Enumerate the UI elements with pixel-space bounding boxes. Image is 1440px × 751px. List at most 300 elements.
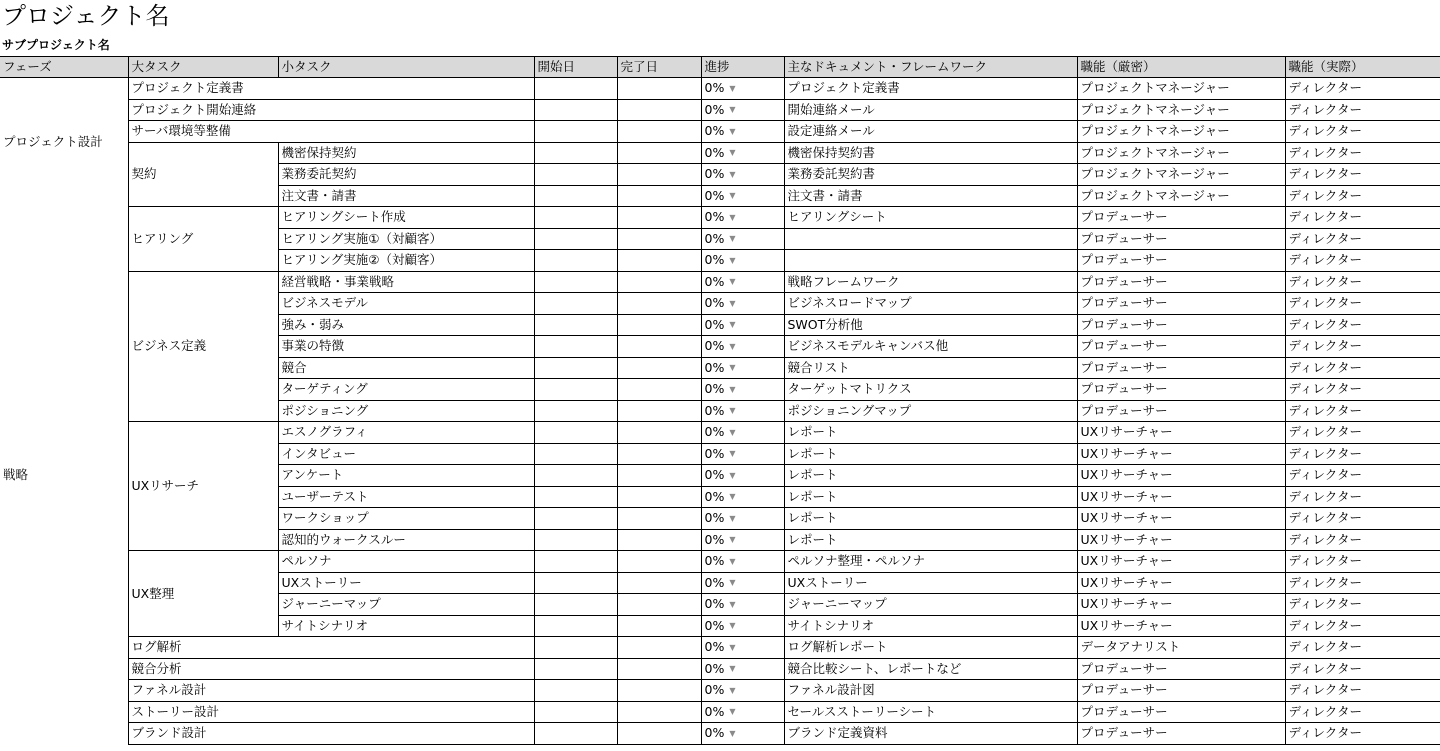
document-cell[interactable]: レポート <box>784 422 1077 444</box>
dropdown-arrow-icon[interactable]: ▼ <box>729 556 736 566</box>
dropdown-arrow-icon[interactable]: ▼ <box>729 234 736 243</box>
progress-cell[interactable] <box>701 228 784 250</box>
dropdown-arrow-icon[interactable]: ▼ <box>729 621 736 630</box>
role-strict-cell[interactable]: プロジェクトマネージャー <box>1077 121 1285 143</box>
minor-task-cell[interactable]: ヒアリング実施①（対顧客） <box>278 228 534 250</box>
role-strict-cell[interactable]: プロデューサー <box>1077 400 1285 422</box>
header-minor-task[interactable]: 小タスク <box>278 57 534 78</box>
document-cell[interactable]: ファネル設計図 <box>784 680 1077 702</box>
progress-value: 0% <box>704 660 725 676</box>
minor-task-cell[interactable]: 業務委託契約 <box>278 164 534 186</box>
document-cell[interactable]: 設定連絡メール <box>784 121 1077 143</box>
dropdown-arrow-icon[interactable]: ▼ <box>729 513 736 523</box>
document-cell[interactable]: ブランド定義資料 <box>784 723 1077 745</box>
progress-value: 0% <box>704 166 725 181</box>
role-actual-cell[interactable]: ディレクター <box>1285 164 1440 186</box>
progress-value: 0% <box>704 230 725 246</box>
role-actual-cell[interactable]: ディレクター <box>1285 551 1440 573</box>
minor-task-cell[interactable]: ペルソナ <box>278 551 534 573</box>
end-date-cell[interactable] <box>617 594 701 616</box>
start-date-cell[interactable] <box>534 572 617 594</box>
progress-cell[interactable] <box>701 723 784 745</box>
start-date-cell[interactable] <box>534 293 617 315</box>
minor-task-cell[interactable]: ワークショップ <box>278 508 534 530</box>
role-actual-cell[interactable]: ディレクター <box>1285 594 1440 616</box>
role-strict-cell[interactable]: プロデューサー <box>1077 336 1285 358</box>
role-strict-cell[interactable]: プロデューサー <box>1077 658 1285 680</box>
progress-cell[interactable] <box>701 357 784 379</box>
document-cell[interactable]: ペルソナ整理・ペルソナ <box>784 551 1077 573</box>
document-cell[interactable]: ターゲットマトリクス <box>784 379 1077 401</box>
role-strict-cell[interactable]: プロデューサー <box>1077 250 1285 272</box>
start-date-cell[interactable] <box>534 637 617 659</box>
document-cell[interactable] <box>784 228 1077 250</box>
header-major-task[interactable]: 大タスク <box>128 57 278 78</box>
role-strict-cell[interactable]: プロデューサー <box>1077 701 1285 723</box>
minor-task-cell[interactable]: ターゲティング <box>278 379 534 401</box>
start-date-cell[interactable] <box>534 250 617 272</box>
document-cell[interactable]: レポート <box>784 465 1077 487</box>
start-date-cell[interactable] <box>534 508 617 530</box>
role-strict-cell[interactable]: プロジェクトマネージャー <box>1077 185 1285 207</box>
end-date-cell[interactable] <box>617 723 701 745</box>
minor-task-cell[interactable]: 強み・弱み <box>278 314 534 336</box>
header-progress[interactable]: 進捗 <box>701 57 784 78</box>
role-actual-cell[interactable]: ディレクター <box>1285 572 1440 594</box>
progress-cell[interactable] <box>701 142 784 164</box>
document-cell[interactable]: 戦略フレームワーク <box>784 271 1077 293</box>
table-row <box>0 701 1440 723</box>
role-actual-cell[interactable]: ディレクター <box>1285 465 1440 487</box>
document-cell[interactable]: ポジショニングマップ <box>784 400 1077 422</box>
progress-cell[interactable] <box>701 551 784 573</box>
dropdown-arrow-icon[interactable]: ▼ <box>729 83 736 93</box>
start-date-cell[interactable] <box>534 336 617 358</box>
document-cell[interactable]: レポート <box>784 486 1077 508</box>
start-date-cell[interactable] <box>534 615 617 637</box>
dropdown-arrow-icon[interactable]: ▼ <box>729 535 736 544</box>
progress-value: 0% <box>704 488 725 504</box>
table-row <box>0 142 1440 164</box>
major-task-cell[interactable]: プロジェクト開始連絡 <box>128 99 534 121</box>
document-cell[interactable]: セールスストーリーシート <box>784 701 1077 723</box>
start-date-cell[interactable] <box>534 529 617 551</box>
progress-cell[interactable] <box>701 637 784 659</box>
role-strict-cell[interactable]: プロジェクトマネージャー <box>1077 142 1285 164</box>
header-start-date[interactable]: 開始日 <box>534 57 617 78</box>
role-actual-cell[interactable]: ディレクター <box>1285 357 1440 379</box>
start-date-cell[interactable] <box>534 443 617 465</box>
end-date-cell[interactable] <box>617 701 701 723</box>
end-date-cell[interactable] <box>617 658 701 680</box>
header-role-actual[interactable]: 職能（実際） <box>1285 57 1440 78</box>
progress-cell[interactable] <box>701 121 784 143</box>
header-phase[interactable]: フェーズ <box>0 57 128 78</box>
end-date-cell[interactable] <box>617 615 701 637</box>
start-date-cell[interactable] <box>534 164 617 186</box>
start-date-cell[interactable] <box>534 701 617 723</box>
table-row <box>0 78 1440 100</box>
role-strict-cell[interactable]: プロデューサー <box>1077 680 1285 702</box>
table-row <box>0 637 1440 659</box>
end-date-cell[interactable] <box>617 207 701 229</box>
role-strict-cell[interactable]: プロデューサー <box>1077 228 1285 250</box>
progress-cell[interactable] <box>701 293 784 315</box>
role-strict-cell[interactable]: UXリサーチャー <box>1077 594 1285 616</box>
document-cell[interactable]: UXストーリー <box>784 572 1077 594</box>
progress-value: 0% <box>704 402 725 418</box>
role-actual-cell[interactable]: ディレクター <box>1285 207 1440 229</box>
progress-cell[interactable] <box>701 99 784 121</box>
progress-value: 0% <box>704 316 725 332</box>
role-actual-cell[interactable]: ディレクター <box>1285 336 1440 358</box>
progress-cell[interactable] <box>701 680 784 702</box>
start-date-cell[interactable] <box>534 422 617 444</box>
role-actual-cell[interactable]: ディレクター <box>1285 680 1440 702</box>
progress-value: 0% <box>704 273 725 289</box>
document-cell[interactable]: 開始連絡メール <box>784 99 1077 121</box>
role-actual-cell[interactable]: ディレクター <box>1285 443 1440 465</box>
progress-cell[interactable] <box>701 658 784 680</box>
progress-value: 0% <box>704 531 725 547</box>
role-strict-cell[interactable]: UXリサーチャー <box>1077 443 1285 465</box>
document-cell[interactable]: ジャーニーマップ <box>784 594 1077 616</box>
table-row <box>0 207 1440 229</box>
document-cell[interactable]: ビジネスロードマップ <box>784 293 1077 315</box>
end-date-cell[interactable] <box>617 357 701 379</box>
role-strict-cell[interactable]: UXリサーチャー <box>1077 422 1285 444</box>
dropdown-arrow-icon[interactable]: ▼ <box>729 707 736 716</box>
dropdown-arrow-icon[interactable]: ▼ <box>729 169 736 179</box>
role-strict-cell[interactable]: UXリサーチャー <box>1077 508 1285 530</box>
major-task-cell[interactable]: UXリサーチ <box>128 422 278 551</box>
header-end-date[interactable]: 完了日 <box>617 57 701 78</box>
minor-task-cell[interactable]: UXストーリー <box>278 572 534 594</box>
role-strict-cell[interactable]: UXリサーチャー <box>1077 572 1285 594</box>
role-actual-cell[interactable]: ディレクター <box>1285 400 1440 422</box>
minor-task-cell[interactable]: 注文書・請書 <box>278 185 534 207</box>
start-date-cell[interactable] <box>534 357 617 379</box>
end-date-cell[interactable] <box>617 551 701 573</box>
major-task-cell[interactable]: ファネル設計 <box>128 680 534 702</box>
table-row <box>0 680 1440 702</box>
end-date-cell[interactable] <box>617 271 701 293</box>
document-cell[interactable]: 機密保持契約書 <box>784 142 1077 164</box>
progress-value: 0% <box>704 639 725 654</box>
progress-cell[interactable] <box>701 336 784 358</box>
role-strict-cell[interactable]: プロジェクトマネージャー <box>1077 99 1285 121</box>
end-date-cell[interactable] <box>617 164 701 186</box>
dropdown-arrow-icon[interactable]: ▼ <box>729 406 736 415</box>
dropdown-arrow-icon[interactable]: ▼ <box>729 470 736 480</box>
project-title[interactable]: プロジェクト名 <box>2 2 170 30</box>
progress-value: 0% <box>704 187 725 203</box>
start-date-cell[interactable] <box>534 271 617 293</box>
major-task-cell[interactable]: ビジネス定義 <box>128 271 278 422</box>
dropdown-arrow-icon[interactable]: ▼ <box>729 578 736 587</box>
start-date-cell[interactable] <box>534 314 617 336</box>
minor-task-cell[interactable]: 経営戦略・事業戦略 <box>278 271 534 293</box>
minor-task-cell[interactable]: 事業の特徴 <box>278 336 534 358</box>
role-actual-cell[interactable]: ディレクター <box>1285 185 1440 207</box>
start-date-cell[interactable] <box>534 594 617 616</box>
dropdown-arrow-icon[interactable]: ▼ <box>729 298 736 308</box>
role-strict-cell[interactable]: プロデューサー <box>1077 357 1285 379</box>
table-row <box>0 422 1440 444</box>
minor-task-cell[interactable]: ユーザーテスト <box>278 486 534 508</box>
major-task-cell[interactable]: ブランド設計 <box>128 723 534 745</box>
progress-cell[interactable] <box>701 207 784 229</box>
dropdown-arrow-icon[interactable]: ▼ <box>729 105 736 114</box>
role-strict-cell[interactable]: UXリサーチャー <box>1077 529 1285 551</box>
document-cell[interactable]: SWOT分析他 <box>784 314 1077 336</box>
table-row <box>0 658 1440 680</box>
start-date-cell[interactable] <box>534 379 617 401</box>
end-date-cell[interactable] <box>617 400 701 422</box>
role-actual-cell[interactable]: ディレクター <box>1285 422 1440 444</box>
progress-value: 0% <box>704 209 725 224</box>
start-date-cell[interactable] <box>534 99 617 121</box>
role-strict-cell[interactable]: データアナリスト <box>1077 637 1285 659</box>
end-date-cell[interactable] <box>617 680 701 702</box>
progress-cell[interactable] <box>701 701 784 723</box>
progress-cell[interactable] <box>701 508 784 530</box>
role-actual-cell[interactable]: ディレクター <box>1285 529 1440 551</box>
role-strict-cell[interactable]: UXリサーチャー <box>1077 465 1285 487</box>
progress-value: 0% <box>704 144 725 160</box>
role-strict-cell[interactable]: プロデューサー <box>1077 207 1285 229</box>
dropdown-arrow-icon[interactable]: ▼ <box>729 320 736 329</box>
role-actual-cell[interactable]: ディレクター <box>1285 701 1440 723</box>
start-date-cell[interactable] <box>534 207 617 229</box>
role-actual-cell[interactable]: ディレクター <box>1285 271 1440 293</box>
minor-task-cell[interactable]: ポジショニング <box>278 400 534 422</box>
major-task-cell[interactable]: ヒアリング <box>128 207 278 272</box>
role-actual-cell[interactable]: ディレクター <box>1285 78 1440 100</box>
role-actual-cell[interactable]: ディレクター <box>1285 508 1440 530</box>
progress-cell[interactable] <box>701 529 784 551</box>
progress-value: 0% <box>704 682 725 697</box>
document-cell[interactable]: ヒアリングシート <box>784 207 1077 229</box>
minor-task-cell[interactable]: ヒアリング実施②（対顧客） <box>278 250 534 272</box>
progress-cell[interactable] <box>701 422 784 444</box>
progress-value: 0% <box>704 381 725 396</box>
minor-task-cell[interactable]: インタビュー <box>278 443 534 465</box>
progress-cell[interactable] <box>701 78 784 100</box>
minor-task-cell[interactable]: エスノグラフィ <box>278 422 534 444</box>
progress-value: 0% <box>704 295 725 310</box>
role-actual-cell[interactable]: ディレクター <box>1285 723 1440 745</box>
start-date-cell[interactable] <box>534 78 617 100</box>
document-cell[interactable]: 競合リスト <box>784 357 1077 379</box>
major-task-cell[interactable]: ログ解析 <box>128 637 534 659</box>
role-strict-cell[interactable]: プロジェクトマネージャー <box>1077 164 1285 186</box>
dropdown-arrow-icon[interactable]: ▼ <box>729 685 736 695</box>
dropdown-arrow-icon[interactable]: ▼ <box>729 341 736 351</box>
minor-task-cell[interactable]: ビジネスモデル <box>278 293 534 315</box>
document-cell[interactable]: 注文書・請書 <box>784 185 1077 207</box>
end-date-cell[interactable] <box>617 250 701 272</box>
progress-cell[interactable] <box>701 486 784 508</box>
dropdown-arrow-icon[interactable]: ▼ <box>729 363 736 372</box>
document-cell[interactable]: レポート <box>784 508 1077 530</box>
progress-cell[interactable] <box>701 185 784 207</box>
phase-cell[interactable]: プロジェクト設計 <box>3 134 103 150</box>
role-actual-cell[interactable]: ディレクター <box>1285 314 1440 336</box>
end-date-cell[interactable] <box>617 142 701 164</box>
dropdown-arrow-icon[interactable]: ▼ <box>729 277 736 286</box>
role-actual-cell[interactable]: ディレクター <box>1285 99 1440 121</box>
start-date-cell[interactable] <box>534 680 617 702</box>
document-cell[interactable]: レポート <box>784 529 1077 551</box>
end-date-cell[interactable] <box>617 78 701 100</box>
phase-cell[interactable]: 戦略 <box>3 467 29 483</box>
end-date-cell[interactable] <box>617 185 701 207</box>
progress-value: 0% <box>704 101 725 117</box>
header-role-strict[interactable]: 職能（厳密） <box>1077 57 1285 78</box>
major-task-cell[interactable]: 契約 <box>128 142 278 207</box>
end-date-cell[interactable] <box>617 314 701 336</box>
document-cell[interactable]: 業務委託契約書 <box>784 164 1077 186</box>
role-strict-cell[interactable]: UXリサーチャー <box>1077 551 1285 573</box>
end-date-cell[interactable] <box>617 443 701 465</box>
end-date-cell[interactable] <box>617 121 701 143</box>
dropdown-arrow-icon[interactable]: ▼ <box>729 255 736 265</box>
start-date-cell[interactable] <box>534 551 617 573</box>
progress-value: 0% <box>704 617 725 633</box>
start-date-cell[interactable] <box>534 465 617 487</box>
dropdown-arrow-icon[interactable]: ▼ <box>729 449 736 458</box>
task-table <box>0 56 1440 745</box>
progress-value: 0% <box>704 359 725 375</box>
progress-value: 0% <box>704 467 725 482</box>
end-date-cell[interactable] <box>617 637 701 659</box>
document-cell[interactable]: ビジネスモデルキャンバス他 <box>784 336 1077 358</box>
table-row <box>0 723 1440 745</box>
minor-task-cell[interactable]: サイトシナリオ <box>278 615 534 637</box>
dropdown-arrow-icon[interactable]: ▼ <box>729 427 736 437</box>
minor-task-cell[interactable]: 認知的ウォークスルー <box>278 529 534 551</box>
dropdown-arrow-icon[interactable]: ▼ <box>729 664 736 673</box>
role-strict-cell[interactable]: プロデューサー <box>1077 293 1285 315</box>
end-date-cell[interactable] <box>617 228 701 250</box>
role-strict-cell[interactable]: プロデューサー <box>1077 271 1285 293</box>
minor-task-cell[interactable]: 競合 <box>278 357 534 379</box>
dropdown-arrow-icon[interactable]: ▼ <box>729 191 736 200</box>
end-date-cell[interactable] <box>617 422 701 444</box>
role-strict-cell[interactable]: UXリサーチャー <box>1077 615 1285 637</box>
dropdown-arrow-icon[interactable]: ▼ <box>729 599 736 609</box>
minor-task-cell[interactable]: ヒアリングシート作成 <box>278 207 534 229</box>
header-document[interactable]: 主なドキュメント・フレームワーク <box>784 57 1077 78</box>
role-strict-cell[interactable]: プロジェクトマネージャー <box>1077 78 1285 100</box>
progress-cell[interactable] <box>701 379 784 401</box>
progress-value: 0% <box>704 252 725 267</box>
dropdown-arrow-icon[interactable]: ▼ <box>729 492 736 501</box>
end-date-cell[interactable] <box>617 465 701 487</box>
progress-cell[interactable] <box>701 594 784 616</box>
header-row <box>0 57 1440 78</box>
role-strict-cell[interactable]: UXリサーチャー <box>1077 486 1285 508</box>
role-actual-cell[interactable]: ディレクター <box>1285 121 1440 143</box>
role-actual-cell[interactable]: ディレクター <box>1285 142 1440 164</box>
role-actual-cell[interactable]: ディレクター <box>1285 615 1440 637</box>
role-actual-cell[interactable]: ディレクター <box>1285 228 1440 250</box>
progress-value: 0% <box>704 510 725 525</box>
major-task-cell[interactable]: サーバ環境等整備 <box>128 121 534 143</box>
role-strict-cell[interactable]: プロデューサー <box>1077 379 1285 401</box>
end-date-cell[interactable] <box>617 336 701 358</box>
progress-cell[interactable] <box>701 572 784 594</box>
role-strict-cell[interactable]: プロデューサー <box>1077 723 1285 745</box>
start-date-cell[interactable] <box>534 121 617 143</box>
document-cell[interactable]: レポート <box>784 443 1077 465</box>
role-actual-cell[interactable]: ディレクター <box>1285 637 1440 659</box>
major-task-cell[interactable]: プロジェクト定義書 <box>128 78 534 100</box>
start-date-cell[interactable] <box>534 400 617 422</box>
start-date-cell[interactable] <box>534 723 617 745</box>
progress-cell[interactable] <box>701 615 784 637</box>
document-cell[interactable]: ログ解析レポート <box>784 637 1077 659</box>
role-actual-cell[interactable]: ディレクター <box>1285 379 1440 401</box>
start-date-cell[interactable] <box>534 142 617 164</box>
dropdown-arrow-icon[interactable]: ▼ <box>729 126 736 136</box>
end-date-cell[interactable] <box>617 379 701 401</box>
start-date-cell[interactable] <box>534 486 617 508</box>
progress-value: 0% <box>704 703 725 719</box>
document-cell[interactable]: 競合比較シート、レポートなど <box>784 658 1077 680</box>
document-cell[interactable] <box>784 250 1077 272</box>
progress-cell[interactable] <box>701 465 784 487</box>
end-date-cell[interactable] <box>617 529 701 551</box>
end-date-cell[interactable] <box>617 486 701 508</box>
dropdown-arrow-icon[interactable]: ▼ <box>729 148 736 157</box>
role-actual-cell[interactable]: ディレクター <box>1285 658 1440 680</box>
progress-cell[interactable] <box>701 314 784 336</box>
end-date-cell[interactable] <box>617 572 701 594</box>
start-date-cell[interactable] <box>534 228 617 250</box>
major-task-cell[interactable]: UX整理 <box>128 551 278 637</box>
minor-task-cell[interactable]: 機密保持契約 <box>278 142 534 164</box>
document-cell[interactable]: サイトシナリオ <box>784 615 1077 637</box>
progress-cell[interactable] <box>701 271 784 293</box>
table-body <box>0 78 1440 745</box>
role-actual-cell[interactable]: ディレクター <box>1285 486 1440 508</box>
progress-cell[interactable] <box>701 250 784 272</box>
role-actual-cell[interactable]: ディレクター <box>1285 293 1440 315</box>
role-strict-cell[interactable]: プロデューサー <box>1077 314 1285 336</box>
subproject-title[interactable]: サブプロジェクト名 <box>2 38 110 52</box>
start-date-cell[interactable] <box>534 658 617 680</box>
dropdown-arrow-icon[interactable]: ▼ <box>729 728 736 738</box>
progress-cell[interactable] <box>701 164 784 186</box>
minor-task-cell[interactable]: アンケート <box>278 465 534 487</box>
dropdown-arrow-icon[interactable]: ▼ <box>729 384 736 394</box>
end-date-cell[interactable] <box>617 508 701 530</box>
major-task-cell[interactable]: 競合分析 <box>128 658 534 680</box>
start-date-cell[interactable] <box>534 185 617 207</box>
document-cell[interactable]: プロジェクト定義書 <box>784 78 1077 100</box>
role-actual-cell[interactable]: ディレクター <box>1285 250 1440 272</box>
minor-task-cell[interactable]: ジャーニーマップ <box>278 594 534 616</box>
dropdown-arrow-icon[interactable]: ▼ <box>729 642 736 652</box>
major-task-cell[interactable]: ストーリー設計 <box>128 701 534 723</box>
progress-cell[interactable] <box>701 443 784 465</box>
progress-cell[interactable] <box>701 400 784 422</box>
end-date-cell[interactable] <box>617 99 701 121</box>
end-date-cell[interactable] <box>617 293 701 315</box>
dropdown-arrow-icon[interactable]: ▼ <box>729 212 736 222</box>
